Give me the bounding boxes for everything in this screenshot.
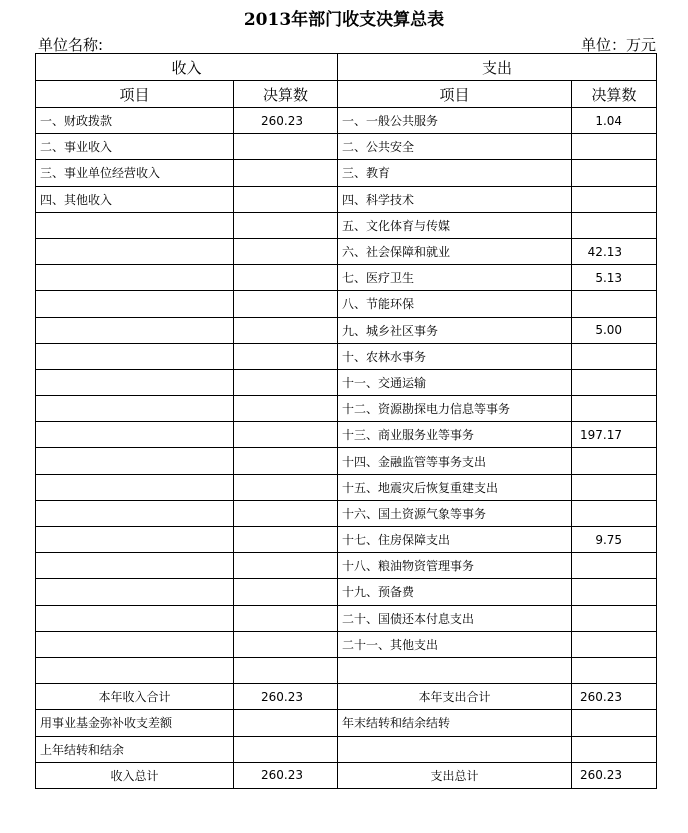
expense-item-cell: 十七、住房保障支出 <box>338 527 572 553</box>
expense-item-cell: 三、教育 <box>338 160 572 186</box>
table-row <box>36 343 657 369</box>
expense-amount-cell: 5.00 <box>572 317 657 343</box>
income-item-cell <box>36 317 234 343</box>
table-row <box>36 474 657 500</box>
income-item-cell: 收入总计 <box>36 762 234 788</box>
income-item-cell <box>36 500 234 526</box>
expense-item-cell: 十四、金融监管等事务支出 <box>338 448 572 474</box>
expense-item-cell: 十二、资源勘探电力信息等事务 <box>338 396 572 422</box>
table-row <box>36 579 657 605</box>
income-amount-cell <box>234 317 338 343</box>
expense-item-cell: 年末结转和结余结转 <box>338 710 572 736</box>
table-row <box>36 134 657 160</box>
table-row <box>36 369 657 395</box>
income-item-header: 项目 <box>36 81 234 108</box>
header-row-sections <box>36 54 657 81</box>
income-amount-cell <box>234 396 338 422</box>
expense-amount-cell <box>572 396 657 422</box>
income-item-cell: 二、事业收入 <box>36 134 234 160</box>
income-amount-cell <box>234 736 338 762</box>
income-amount-cell <box>234 710 338 736</box>
income-amount-cell: 260.23 <box>234 108 338 134</box>
income-amount-cell <box>234 657 338 683</box>
subtotal-row <box>36 684 657 710</box>
income-amount-cell <box>234 212 338 238</box>
table-row <box>36 631 657 657</box>
income-item-cell: 本年收入合计 <box>36 684 234 710</box>
expense-amount-cell <box>572 736 657 762</box>
expense-item-cell: 十六、国土资源气象等事务 <box>338 500 572 526</box>
table-row <box>36 553 657 579</box>
table-row <box>36 527 657 553</box>
table-row <box>36 317 657 343</box>
income-header: 收入 <box>36 54 338 81</box>
expense-item-cell: 六、社会保障和就业 <box>338 238 572 264</box>
income-amount-header: 决算数 <box>234 81 338 108</box>
expense-item-cell: 支出总计 <box>338 762 572 788</box>
income-item-cell <box>36 265 234 291</box>
expense-item-cell: 十三、商业服务业等事务 <box>338 422 572 448</box>
income-amount-cell: 260.23 <box>234 684 338 710</box>
expense-item-cell: 八、节能环保 <box>338 291 572 317</box>
income-item-cell <box>36 579 234 605</box>
expense-item-cell <box>338 736 572 762</box>
income-amount-cell <box>234 134 338 160</box>
expense-item-cell: 九、城乡社区事务 <box>338 317 572 343</box>
table-row <box>36 238 657 264</box>
expense-item-cell: 四、科学技术 <box>338 186 572 212</box>
income-item-cell <box>36 657 234 683</box>
header-row-columns <box>36 81 657 108</box>
income-item-cell <box>36 422 234 448</box>
expense-item-cell: 十五、地震灾后恢复重建支出 <box>338 474 572 500</box>
expense-header: 支出 <box>338 54 657 81</box>
expense-amount-cell <box>572 710 657 736</box>
table-row <box>36 657 657 683</box>
income-amount-cell <box>234 448 338 474</box>
expense-amount-cell: 197.17 <box>572 422 657 448</box>
income-item-cell <box>36 605 234 631</box>
expense-amount-cell <box>572 186 657 212</box>
income-item-cell: 四、其他收入 <box>36 186 234 212</box>
expense-item-cell: 本年支出合计 <box>338 684 572 710</box>
expense-item-cell: 二十、国债还本付息支出 <box>338 605 572 631</box>
table-row <box>36 265 657 291</box>
expense-amount-cell <box>572 631 657 657</box>
page-title: 2013年部门收支决算总表 <box>243 10 445 30</box>
income-amount-cell <box>234 631 338 657</box>
income-item-cell <box>36 474 234 500</box>
table-row <box>36 500 657 526</box>
income-amount-cell <box>234 474 338 500</box>
income-item-cell <box>36 396 234 422</box>
table-row <box>36 108 657 134</box>
income-amount-cell <box>234 160 338 186</box>
table-row <box>36 710 657 736</box>
expense-amount-cell: 260.23 <box>572 684 657 710</box>
income-amount-cell <box>234 186 338 212</box>
total-row <box>36 762 657 788</box>
income-item-cell <box>36 291 234 317</box>
expense-amount-cell <box>572 343 657 369</box>
expense-item-cell: 七、医疗卫生 <box>338 265 572 291</box>
table-row <box>36 736 657 762</box>
expense-item-cell: 一、一般公共服务 <box>338 108 572 134</box>
expense-amount-cell <box>572 448 657 474</box>
expense-amount-cell <box>572 134 657 160</box>
table-row <box>36 396 657 422</box>
expense-amount-cell <box>572 579 657 605</box>
income-amount-cell <box>234 579 338 605</box>
income-amount-cell <box>234 527 338 553</box>
expense-item-cell <box>338 657 572 683</box>
expense-amount-cell <box>572 500 657 526</box>
table-row <box>36 186 657 212</box>
income-item-cell <box>36 553 234 579</box>
table-row <box>36 605 657 631</box>
expense-amount-header: 决算数 <box>572 81 657 108</box>
income-item-cell: 一、财政拨款 <box>36 108 234 134</box>
budget-table <box>35 53 657 789</box>
table-row <box>36 422 657 448</box>
income-item-cell: 用事业基金弥补收支差额 <box>36 710 234 736</box>
income-item-cell <box>36 212 234 238</box>
expense-item-cell: 十、农林水事务 <box>338 343 572 369</box>
income-amount-cell <box>234 605 338 631</box>
expense-item-header: 项目 <box>338 81 572 108</box>
expense-amount-cell <box>572 160 657 186</box>
expense-item-cell: 五、文化体育与传媒 <box>338 212 572 238</box>
expense-amount-cell <box>572 553 657 579</box>
income-item-cell <box>36 238 234 264</box>
income-item-cell: 上年结转和结余 <box>36 736 234 762</box>
income-amount-cell <box>234 265 338 291</box>
expense-item-cell: 十九、预备费 <box>338 579 572 605</box>
income-amount-cell <box>234 238 338 264</box>
table-row <box>36 212 657 238</box>
expense-amount-cell: 1.04 <box>572 108 657 134</box>
income-item-cell <box>36 631 234 657</box>
table-row <box>36 448 657 474</box>
income-amount-cell <box>234 343 338 369</box>
income-amount-cell <box>234 422 338 448</box>
expense-amount-cell: 5.13 <box>572 265 657 291</box>
income-amount-cell: 260.23 <box>234 762 338 788</box>
expense-amount-cell <box>572 212 657 238</box>
expense-amount-cell <box>572 605 657 631</box>
income-item-cell <box>36 343 234 369</box>
expense-amount-cell <box>572 369 657 395</box>
income-amount-cell <box>234 369 338 395</box>
expense-item-cell: 十八、粮油物资管理事务 <box>338 553 572 579</box>
unit-name-label: 单位名称: <box>38 36 104 54</box>
income-item-cell <box>36 527 234 553</box>
expense-amount-cell <box>572 657 657 683</box>
table-row <box>36 291 657 317</box>
income-amount-cell <box>234 553 338 579</box>
income-amount-cell <box>234 291 338 317</box>
expense-amount-cell: 260.23 <box>572 762 657 788</box>
unit-label: 单位：万元 <box>580 36 656 54</box>
expense-amount-cell <box>572 474 657 500</box>
expense-item-cell: 十一、交通运输 <box>338 369 572 395</box>
income-item-cell: 三、事业单位经营收入 <box>36 160 234 186</box>
income-item-cell <box>36 369 234 395</box>
expense-amount-cell <box>572 291 657 317</box>
expense-item-cell: 二、公共安全 <box>338 134 572 160</box>
expense-item-cell: 二十一、其他支出 <box>338 631 572 657</box>
expense-amount-cell: 42.13 <box>572 238 657 264</box>
expense-amount-cell: 9.75 <box>572 527 657 553</box>
income-item-cell <box>36 448 234 474</box>
table-row <box>36 160 657 186</box>
income-amount-cell <box>234 500 338 526</box>
